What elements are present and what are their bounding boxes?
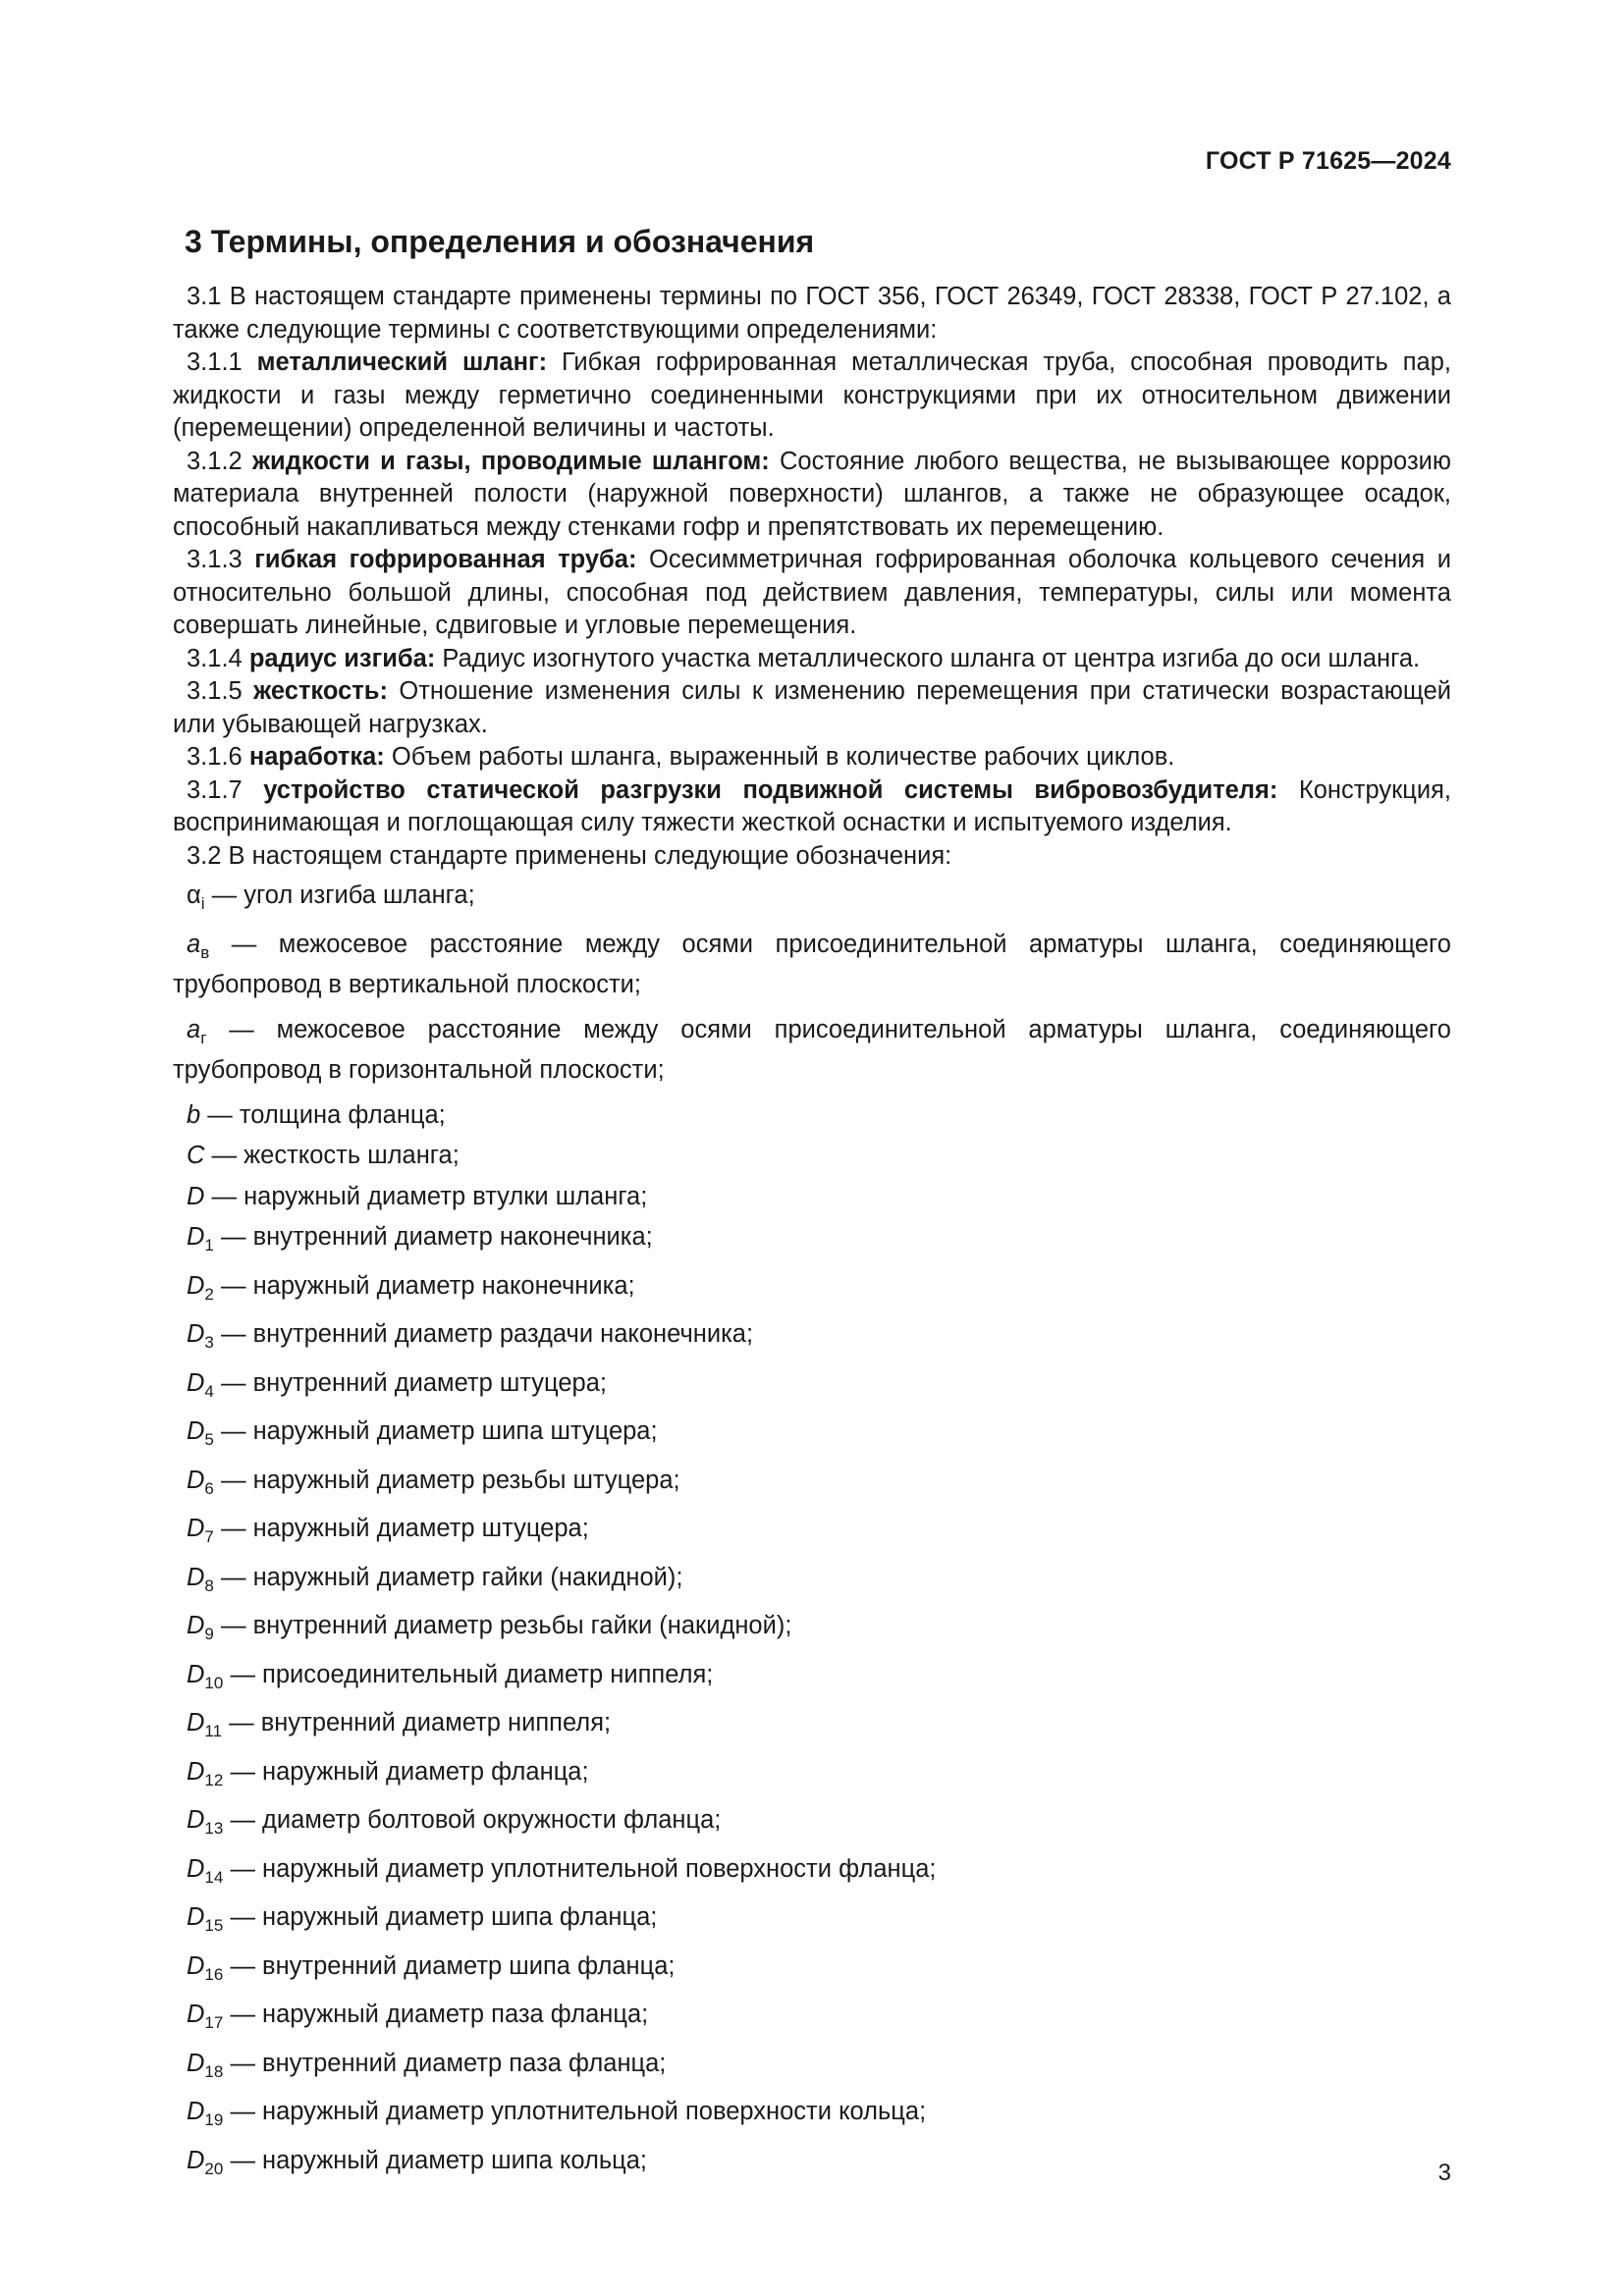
term-text: Осесимметричная гофрированная оболочка кольцевого сечения и относительно большой длины, способная под действием давления, температуры, силы или момента совершать линейные, сдвиговые и угловые перемещения.: [173, 546, 1451, 639]
symbol-subscript: 17: [204, 2013, 224, 2032]
term-number: 3.1.2: [187, 447, 243, 475]
symbol-letter: α: [187, 881, 201, 909]
symbol-description: — наружный диаметр фланца;: [230, 1757, 589, 1786]
symbol-description: — угол изгиба шланга;: [211, 881, 475, 909]
symbol-subscript: 9: [204, 1625, 214, 1643]
symbol-letter: D: [187, 1612, 205, 1639]
term-number: 3.1.4: [187, 644, 243, 672]
symbol-item: [173, 1221, 1451, 1262]
symbol-subscript: 14: [204, 1867, 224, 1887]
symbol-item: [173, 1901, 1451, 1943]
symbol-subscript: 8: [204, 1575, 214, 1595]
symbol-description: — межосевое расстояние между осями присоединительной арматуры шланга, соединяющего трубопровод в горизонтальной плоскости;: [173, 1015, 1451, 1084]
term-name: жесткость:: [253, 677, 388, 705]
symbol-description: — наружный диаметр шипа кольца;: [230, 2146, 648, 2174]
symbol-letter: D: [187, 1515, 205, 1542]
symbol-letter: D: [187, 2146, 205, 2174]
symbol-description: — наружный диаметр шипа фланца;: [230, 1903, 658, 1931]
symbol-description: — внутренний диаметр раздачи наконечника;: [220, 1320, 754, 1348]
symbol-letter: D: [187, 1806, 205, 1834]
symbol-item: [173, 929, 1451, 1002]
term-number: 3.1.7: [187, 775, 243, 804]
symbol-description: — наружный диаметр втулки шланга;: [211, 1182, 648, 1210]
symbol-subscript: i: [200, 894, 205, 913]
term-name: жидкости и газы, проводимые шлангом:: [251, 447, 770, 475]
symbol-item: [173, 1099, 1451, 1133]
symbol-description: — наружный диаметр паза фланца;: [230, 2001, 649, 2028]
symbol-item: [173, 1367, 1451, 1409]
symbol-description: — присоединительный диаметр ниппеля;: [230, 1660, 714, 1688]
term-text: Конструкция, воспринимающая и поглощающая силу тяжести жесткой оснастки и испытуемого изделия.: [173, 775, 1451, 836]
symbol-description: — наружный диаметр уплотнительной поверхности фланца;: [230, 1854, 937, 1883]
term-text: Состояние любого вещества, не вызывающее коррозию материала внутренней полости (наружной поверхности) шлангов, а также не образующее осадок, способный накапливаться между стенками гофр и препятствовать их перемещению.: [173, 447, 1452, 541]
symbol-letter: b: [187, 1100, 201, 1129]
symbol-letter: D: [187, 1417, 205, 1445]
symbol-description: — толщина фланца;: [207, 1100, 446, 1129]
symbol-description: — межосевое расстояние между осями присоединительной арматуры шланга, соединяющего трубопровод в вертикальной плоскости;: [173, 930, 1451, 998]
section-title: 3 Термины, определения и обозначения: [185, 224, 815, 259]
symbol-letter: D: [187, 1951, 205, 1980]
symbol-letter: D: [187, 1903, 205, 1931]
symbol-item: [173, 1950, 1451, 1992]
symbol-subscript: 11: [204, 1722, 223, 1740]
symbol-subscript: 20: [204, 2159, 224, 2178]
symbol-subscript: 6: [204, 1478, 214, 1498]
document-code: ГОСТ Р 71625—2024: [1205, 147, 1451, 175]
symbol-description: — наружный диаметр штуцера;: [220, 1515, 589, 1542]
term-number: 3.1.3: [187, 546, 243, 573]
symbol-description: — внутренний диаметр ниппеля;: [229, 1709, 612, 1736]
symbol-letter: D: [187, 1709, 205, 1736]
term-name: металлический шланг:: [256, 348, 548, 376]
symbol-letter: D: [187, 1368, 205, 1397]
symbol-subscript: 1: [204, 1236, 214, 1255]
term-definition: [173, 446, 1451, 545]
symbol-letter: D: [187, 1182, 205, 1210]
term-number: 3.1.1: [187, 348, 243, 376]
symbol-item: [173, 2145, 1451, 2186]
symbol-letter: D: [187, 1466, 205, 1494]
symbol-letter: D: [187, 1854, 205, 1883]
symbol-item: [173, 1853, 1451, 1895]
term-number: 3.1.6: [187, 743, 243, 771]
symbol-subscript: 16: [204, 1964, 224, 1984]
term-definition: [173, 544, 1451, 643]
symbol-item: [173, 1562, 1451, 1603]
symbol-item: [173, 1465, 1451, 1506]
symbol-letter: D: [187, 2001, 205, 2028]
term-name: радиус изгиба:: [248, 644, 436, 672]
symbol-letter: D: [187, 1757, 205, 1786]
symbol-subscript: 18: [204, 2061, 224, 2081]
symbol-subscript: 19: [204, 2110, 224, 2129]
symbol-subscript: 15: [204, 1916, 224, 1935]
symbol-description: — внутренний диаметр наконечника;: [220, 1223, 653, 1251]
symbol-letter: C: [187, 1142, 205, 1169]
symbol-subscript: 7: [204, 1527, 214, 1546]
symbol-item: [173, 2096, 1451, 2137]
symbol-description: — наружный диаметр гайки (накидной);: [220, 1563, 683, 1591]
symbol-item: [173, 2048, 1451, 2089]
symbol-item: [173, 1318, 1451, 1360]
symbol-letter: D: [187, 2098, 205, 2125]
term-name: гибкая гофрированная труба:: [254, 546, 637, 573]
term-definition: [173, 643, 1451, 676]
symbol-item: [173, 1999, 1451, 2040]
term-text: Гибкая гофрированная металлическая труба, способная проводить пар, жидкости и газы между герметично соединенными конструкциями при их относительном движении (перемещении) определенной величины и частоты.: [173, 348, 1452, 442]
symbol-item: [173, 1270, 1451, 1311]
symbol-description: — диаметр болтовой окружности фланца;: [230, 1806, 722, 1834]
symbol-letter: D: [187, 1320, 205, 1348]
term-definition: [173, 675, 1451, 741]
symbol-subscript: в: [200, 942, 210, 962]
term-definition: [173, 774, 1451, 840]
symbol-description: — наружный диаметр резьбы штуцера;: [220, 1466, 680, 1494]
term-name: устройство статической разгрузки подвижной системы вибровозбудителя:: [263, 775, 1278, 804]
term-name: наработка:: [248, 743, 385, 771]
term-text: Радиус изогнутого участка металлического шланга от центра изгиба до оси шланга.: [442, 644, 1421, 672]
symbol-description: — наружный диаметр наконечника;: [220, 1271, 635, 1300]
terms-intro-paragraph: 3.1 В настоящем стандарте применены термины по ГОСТ 356, ГОСТ 26349, ГОСТ 28338, ГОСТ Р 27.102, а также следующие термины с соответствующими определениями:: [173, 283, 1451, 344]
term-text: Отношение изменения силы к изменению перемещения при статически возрастающей или убывающей нагрузках.: [173, 677, 1451, 738]
symbol-letter: D: [187, 1223, 205, 1251]
symbol-subscript: 2: [204, 1284, 214, 1304]
symbol-description: — наружный диаметр уплотнительной поверхности кольца;: [230, 2098, 927, 2125]
term-definition: [173, 347, 1451, 446]
term-number: 3.1.5: [187, 677, 243, 705]
symbol-letter: D: [187, 1563, 205, 1591]
symbol-item: [173, 1513, 1451, 1554]
symbol-description: — внутренний диаметр штуцера;: [220, 1368, 607, 1397]
symbol-item: [173, 1707, 1451, 1748]
symbol-description: — внутренний диаметр резьбы гайки (накидной);: [220, 1612, 792, 1639]
symbol-item: [173, 1415, 1451, 1457]
symbol-description: — жесткость шланга;: [211, 1142, 460, 1169]
symbol-subscript: 12: [204, 1770, 224, 1789]
document-body: [173, 222, 1451, 2193]
symbol-letter: D: [187, 1660, 205, 1688]
symbol-item: [173, 1804, 1451, 1845]
symbol-item: [173, 1610, 1451, 1651]
symbol-subscript: 5: [204, 1430, 214, 1449]
symbol-description: — внутренний диаметр паза фланца;: [230, 2049, 667, 2077]
terms-list: [173, 347, 1451, 840]
symbol-letter: D: [187, 2049, 205, 2077]
symbol-subscript: 13: [204, 1819, 224, 1838]
symbol-item: [173, 1756, 1451, 1797]
symbol-description: — наружный диаметр шипа штуцера;: [220, 1417, 658, 1445]
symbol-subscript: 10: [204, 1673, 224, 1692]
page-number: 3: [1437, 2160, 1451, 2186]
symbol-subscript: 4: [204, 1381, 214, 1401]
symbol-item: [173, 1659, 1451, 1700]
symbol-description: — внутренний диаметр шипа фланца;: [230, 1951, 676, 1980]
symbol-subscript: г: [200, 1028, 207, 1047]
symbol-item: [173, 1181, 1451, 1214]
symbols-list: [173, 880, 1451, 2185]
symbol-item: [173, 1140, 1451, 1173]
symbols-intro-paragraph: 3.2 В настоящем стандарте применены следующие обозначения:: [187, 841, 952, 870]
symbol-letter: a: [187, 1015, 201, 1043]
symbol-letter: D: [187, 1271, 205, 1300]
term-text: Объем работы шланга, выраженный в количестве рабочих циклов.: [391, 743, 1175, 771]
symbol-item: [173, 880, 1451, 921]
symbol-item: [173, 1014, 1451, 1088]
term-definition: [173, 741, 1451, 774]
symbol-letter: a: [187, 930, 201, 958]
symbol-subscript: 3: [204, 1333, 214, 1352]
